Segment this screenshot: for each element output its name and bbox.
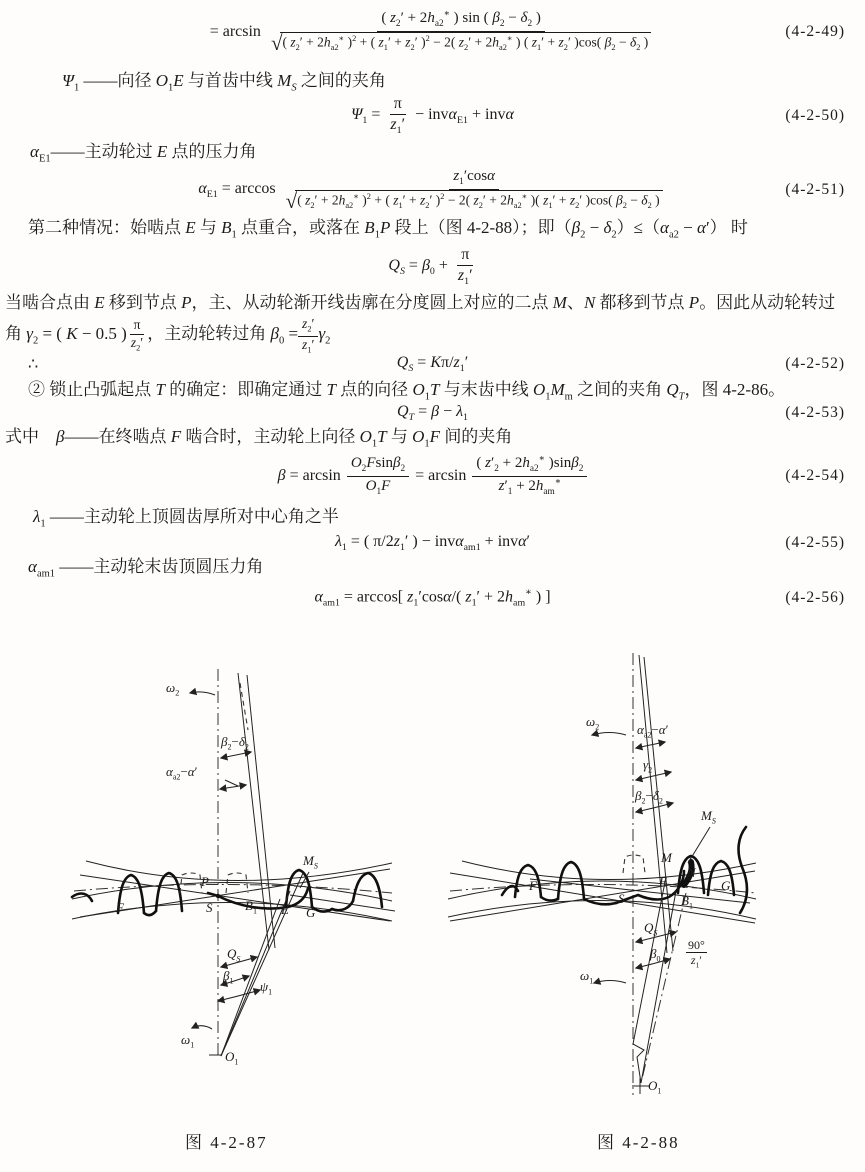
paragraph-line1: 当啮合点由 E 移到节点 P，主、从动轮渐开线齿廓在分度圆上对应的二点 M、N 都移到节点 P。因此从动轮转过: [5, 293, 836, 312]
eq56-number: (4-2-56): [785, 589, 845, 606]
ninety-over-z1-label: $\frac{90^\circ}{z_1'}$: [688, 938, 705, 970]
equation-4-2-49: = arcsin ( $z_2' + 2h_{a2}^∗$ ) sin ( $\beta_2 - \delta_2$ ) √ ( $z_2' + 2h_{a2}^∗$ )$^2$ + ( $z_1' + z_2'$ )$^2$ − 2( $z_2' + 2h_{a2}^∗$ ) ( $z_1' + z_2'$ )cos( $\beta_2 - \delta_2$ ) (4-2-49): [209, 9, 845, 55]
point-F-label: F: [529, 878, 537, 893]
paragraph-line2-part2: ，主动轮转过角 $\beta_0$ =: [147, 324, 299, 347]
equation-4-2-55: [0, 531, 865, 555]
beta1-angle-label: $\beta_1$: [223, 968, 234, 986]
eq49-number: (4-2-49): [785, 23, 845, 40]
eq51-lhs: $\alpha_{E1} = \arccos$: [198, 179, 276, 201]
eq53-body: $Q_T = \beta - \lambda_1$: [397, 402, 468, 424]
eq56-body: $\alpha_{am1} = \arccos$[ $z_1'\cos\alpha/$( $z_1' + 2h_{am}^∗$ ) ]: [314, 587, 551, 609]
eq54-denominator1: $O_1F$: [365, 477, 391, 497]
lambda1-definition: $\lambda_1$ ——主动轮上顶圆齿厚所对中心角之半: [33, 507, 339, 530]
eq54-numerator1: $O_2Fsin\beta_2$: [347, 454, 409, 477]
omega2-label: $\omega_2$: [586, 714, 600, 732]
omega1-label: $\omega_1$: [181, 1032, 195, 1050]
eq50-rhs: − invα$_{E1}$ + invα: [415, 105, 514, 127]
alpha-a2-label: $\alpha_{a2}-\alpha'$: [637, 722, 669, 740]
eq50-numerator: π: [390, 94, 406, 115]
point-G-label: G: [721, 878, 731, 893]
alphaE1-definition: $\alpha_{E1}——$主动轮过 E 点的压力角: [30, 142, 257, 165]
omega2-label: $\omega_2$: [166, 680, 180, 698]
gamma2-label: $\gamma_2$: [643, 757, 653, 775]
eq55-body: $\lambda_1$ = ( $\pi/2z_1'$ ) − invα$_{am1}$ + invα′: [334, 532, 531, 554]
figure-4-2-88: [420, 645, 760, 1155]
paragraph-line2-part3: $\gamma_2$: [318, 324, 331, 347]
eq49-denominator: ( $z_2' + 2h_{a2}^∗$ )$^2$ + ( $z_1' + z_2'$ )$^2$ − 2( $z_2' + 2h_{a2}^∗$ ) ( $z_1' + z_2'$ )cos( $\beta_2 - \delta_2$ ): [280, 32, 651, 54]
eq50-lhs: $\Psi_1$ =: [351, 105, 381, 127]
point-B1-label: $B_1$: [245, 898, 257, 916]
eq49-numerator: ( $z_2' + 2h_{a2}^∗$ ) sin ( $\beta_2 - \delta_2$ ): [377, 9, 545, 32]
eq51-number: (4-2-51): [785, 181, 845, 198]
gear-diagram-87: [60, 645, 400, 1115]
psi1-angle-label: $\psi_1$: [260, 979, 273, 997]
eqqs-numerator: π: [457, 245, 473, 266]
eq54-lhs: β = arcsin: [277, 467, 341, 484]
eq54-mid: = arcsin: [415, 467, 467, 484]
alpha-a2-label: $\alpha_{a2}-\alpha'$: [166, 764, 198, 782]
eq50-denominator: $z_1'$: [390, 116, 406, 137]
QS-angle-label: $Q_S$: [227, 946, 241, 964]
first-tooth-centerline-label: $M_S$: [303, 853, 318, 871]
therefore-symbol: ∴: [28, 356, 39, 373]
alpha-am1-definition: $\alpha_{am1}$ ——主动轮末齿顶圆压力角: [28, 557, 264, 580]
eq54-numerator2: ( $z'_2 + 2h_{a2}^∗$ )sinβ$_2$: [472, 454, 587, 477]
equation-4-2-50: [0, 92, 865, 140]
eq53-number: (4-2-53): [785, 404, 845, 421]
eq50-number: (4-2-50): [785, 107, 845, 124]
point-S-label: S: [206, 900, 213, 915]
eq51-denominator: ( $z_2' + 2h_{a2}^∗$ )$^2$ + ( $z_1' + z_2'$ )$^2$ − 2( $z_2' + 2h_{a2}^∗$ )( $z_1' + z_2'$ )cos( $\beta_2 - \delta_2$ ): [295, 190, 662, 212]
eq52-body: $Q_S = K\pi/z_1'$: [396, 353, 469, 375]
eq52-number: (4-2-52): [785, 355, 845, 372]
equation-4-2-52: [0, 352, 865, 376]
where-beta-line: 式中 β——在终啮点 F 啮合时，主动轮上向径 $O_1T$ 与 $O_1F$ 间的夹角: [5, 427, 513, 450]
eqqs-lhs: $Q_S = \beta_0$ +: [388, 256, 448, 278]
item2-line: ② 锁止凸弧起点 T 的确定：即确定通过 T 点的向径 $O_1T$ 与末齿中线 $O_1M_m$ 之间的夹角 $Q_T$，图 4-2-86。: [28, 380, 786, 403]
equation-4-2-53: [0, 401, 865, 425]
eq55-number: (4-2-55): [785, 534, 845, 551]
equation-4-2-51: $\alpha_{E1} = \arccos$ $z_1'\cos\alpha$ √ ( $z_2' + 2h_{a2}^∗$ )$^2$ + ( $z_1' + z_2'$ )$^2$ − 2( $z_2' + 2h_{a2}^∗$ )( $z_1' + z_2'$ )cos( $\beta_2 - \delta_2$ ) (4-2-51): [198, 168, 845, 213]
figure-4-2-87: [60, 645, 400, 1115]
center-O1-label: $O_1$: [648, 1078, 662, 1096]
paragraph-line2: 角 $\gamma_2$ = ( K − 0.5 ) $\frac{\pi}{z_2'}$ ，主动轮转过角 $\beta_0$ = $\frac{z_2'}{z_1'}$ $\gamma_2$: [5, 316, 331, 355]
center-O1-label: $O_1$: [225, 1049, 239, 1067]
figure-87-caption: 图 4-2-87: [185, 1133, 268, 1152]
point-S-label: S: [618, 891, 625, 906]
equation-qs: [0, 243, 865, 291]
point-E-label: E: [281, 902, 289, 917]
point-F-label: F: [116, 900, 124, 915]
beta2-delta2-label: $\beta_2-\delta_2$: [221, 734, 249, 752]
equation-4-2-54: [0, 448, 865, 504]
point-B1-label: $B_1$: [681, 893, 693, 911]
point-G-label: G: [306, 905, 316, 920]
eq54-denominator2: $z'_1 + 2h_{am}^∗$: [498, 476, 562, 497]
figure-88-caption: 图 4-2-88: [597, 1133, 680, 1152]
second-case-line: 第二种情况：始啮点 E 与 $B_1$ 点重合，或落在 $B_1P$ 段上（图 4-2-88）；即$(\beta_2 - \delta_2)\le(\alpha_{a2} - \alpha')$ 时: [28, 218, 748, 241]
first-tooth-centerline-label: $M_S$: [701, 808, 716, 826]
omega1-label: $\omega_1$: [580, 968, 594, 986]
paragraph-line2-part1: 角 $\gamma_2$ = ( K − 0.5 ): [5, 324, 127, 347]
point-E-label: E: [659, 874, 667, 889]
eq54-number: (4-2-54): [785, 467, 845, 484]
beta2-delta2-label: $\beta_2-\delta_2$: [635, 788, 663, 806]
equation-4-2-56: [0, 584, 865, 612]
beta0-angle-label: $\beta_0$: [650, 946, 661, 964]
psi1-definition: $\Psi_1$ ——向径 $O_1E$ 与首齿中线 $M_S$ 之间的夹角: [62, 71, 386, 94]
point-M-label: M: [661, 850, 672, 865]
eqqs-denominator: $z_1'$: [457, 267, 473, 288]
point-N-label: N: [687, 865, 696, 880]
eq49-lhs: = arcsin: [209, 22, 261, 40]
eq51-numerator: $z_1'\cos\alpha$: [449, 167, 499, 190]
QS-angle-label: $Q_S$: [644, 920, 658, 938]
pitch-point-label: P: [201, 874, 209, 889]
